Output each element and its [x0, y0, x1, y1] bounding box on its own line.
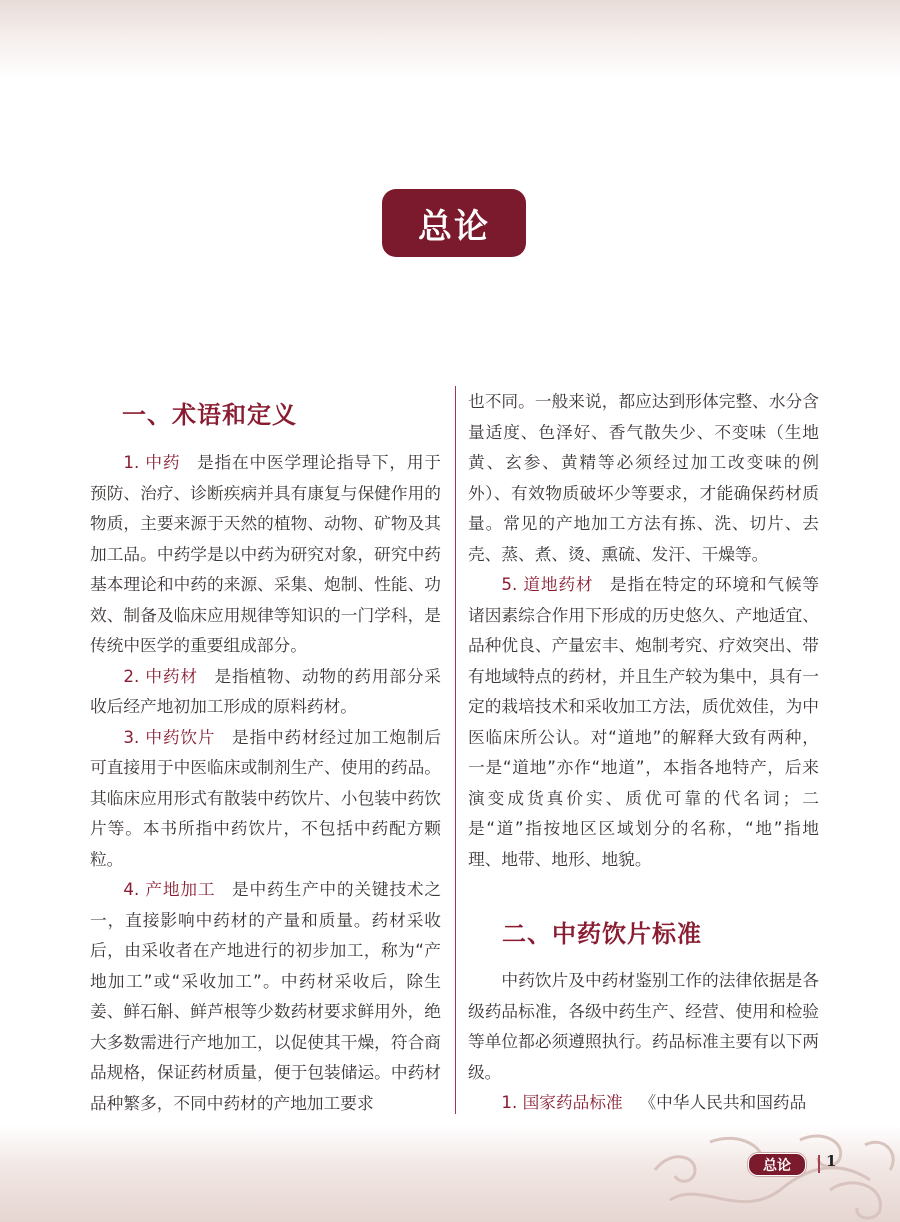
section-heading-standards: 二、中药饮片标准 — [502, 920, 702, 948]
continuation-text: 也不同。一般来说，都应达到形体完整、水分含量适度、色泽好、香气散失少、不变味（生地黄、玄参、黄精等必须经过加工改变味的例外）、有效物质破坏少等要求，才能确保药材质量。常见的产地加工方法有拣、洗、切片、去壳、蒸、煮、烫、熏硫、发汗、干燥等。 — [468, 391, 819, 564]
cloud-swirl-ornament — [650, 1130, 900, 1222]
definition-text: 是指中药材经过加工炮制后可直接用于中医临床或制剂生产、使用的药品。其临床应用形式有散装中药饮片、小包装中药饮片等。本书所指中药饮片，不包括中药配方颗粒。 — [90, 726, 442, 869]
definition-item — [90, 722, 441, 875]
left-column — [90, 447, 441, 1118]
standards-body — [468, 965, 819, 1118]
definition-item — [90, 661, 441, 722]
section-heading-terms: 一、术语和定义 — [122, 401, 297, 429]
definition-text: 是指植物、动物的药用部分采收后经产地初加工形成的原料药材。 — [90, 665, 441, 716]
footer-chapter-badge: 总论 — [748, 1153, 806, 1176]
standards-intro: 中药饮片及中药材鉴别工作的法律依据是各级药品标准，各级中药生产、经营、使用和检验等单位都必须遵照执行。药品标准主要有以下两级。 — [468, 970, 819, 1082]
definition-text: 是指在中医学理论指导下，用于预防、治疗、诊断疾病并具有康复与保健作用的物质，主要来源于天然的植物、动物、矿物及其加工品。中药学是以中药为研究对象，研究中药基本理论和中药的来源、采集、炮制、性能、功效、制备及临床应用规律等知识的一门学科，是传统中医学的重要组成部分。 — [90, 452, 441, 655]
column-divider — [455, 386, 456, 1114]
term-label: 1. 国家药品标准 — [501, 1092, 623, 1112]
right-column — [468, 386, 819, 874]
term-label: 2. 中药材 — [123, 665, 198, 686]
definition-text: 是指在特定的环境和气候等诸因素综合作用下形成的历史悠久、产地适宜、品种优良、产量宏丰、炮制考究、疗效突出、带有地域特点的药材，并且生产较为集中，具有一定的栽培技术和采收加工方法，质优效佳，为中医临床所公认。对“道地”的解释大致有两种，一是“道地”亦作“地道”，本指各地特产，后来演变成货真价实、质优可靠的代名词；二是“道”指按地区区域划分的名称，“地”指地理、地带、地形、地貌。 — [468, 574, 820, 869]
definition-item — [90, 874, 441, 1118]
chapter-title: 总论 — [382, 189, 526, 257]
term-label: 4. 产地加工 — [123, 879, 216, 899]
definition-text: 是中药生产中的关键技术之一，直接影响中药材的产量和质量。药材采收后，由采收者在产地进行的初步加工，称为“产地加工”或“采收加工”。中药材采收后，除生姜、鲜石斛、鲜芦根等少数药材要求鲜用外，绝大多数需进行产地加工，以促使其干燥，符合商品规格，保证药材质量，便于包装储运。中药材品种繁多，不同中药材的产地加工要求 — [90, 879, 442, 1113]
footer-separator — [818, 1155, 820, 1173]
definition-item — [90, 447, 441, 661]
term-label: 1. 中药 — [123, 452, 181, 472]
top-decorative-band — [0, 0, 900, 80]
standard-text: 《中华人民共和国药品 — [639, 1092, 807, 1112]
standard-item — [468, 1087, 819, 1118]
term-label: 3. 中药饮片 — [123, 726, 216, 747]
term-label: 5. 道地药材 — [501, 574, 594, 594]
page-number: 1 — [826, 1152, 837, 1170]
definition-item — [468, 569, 819, 874]
